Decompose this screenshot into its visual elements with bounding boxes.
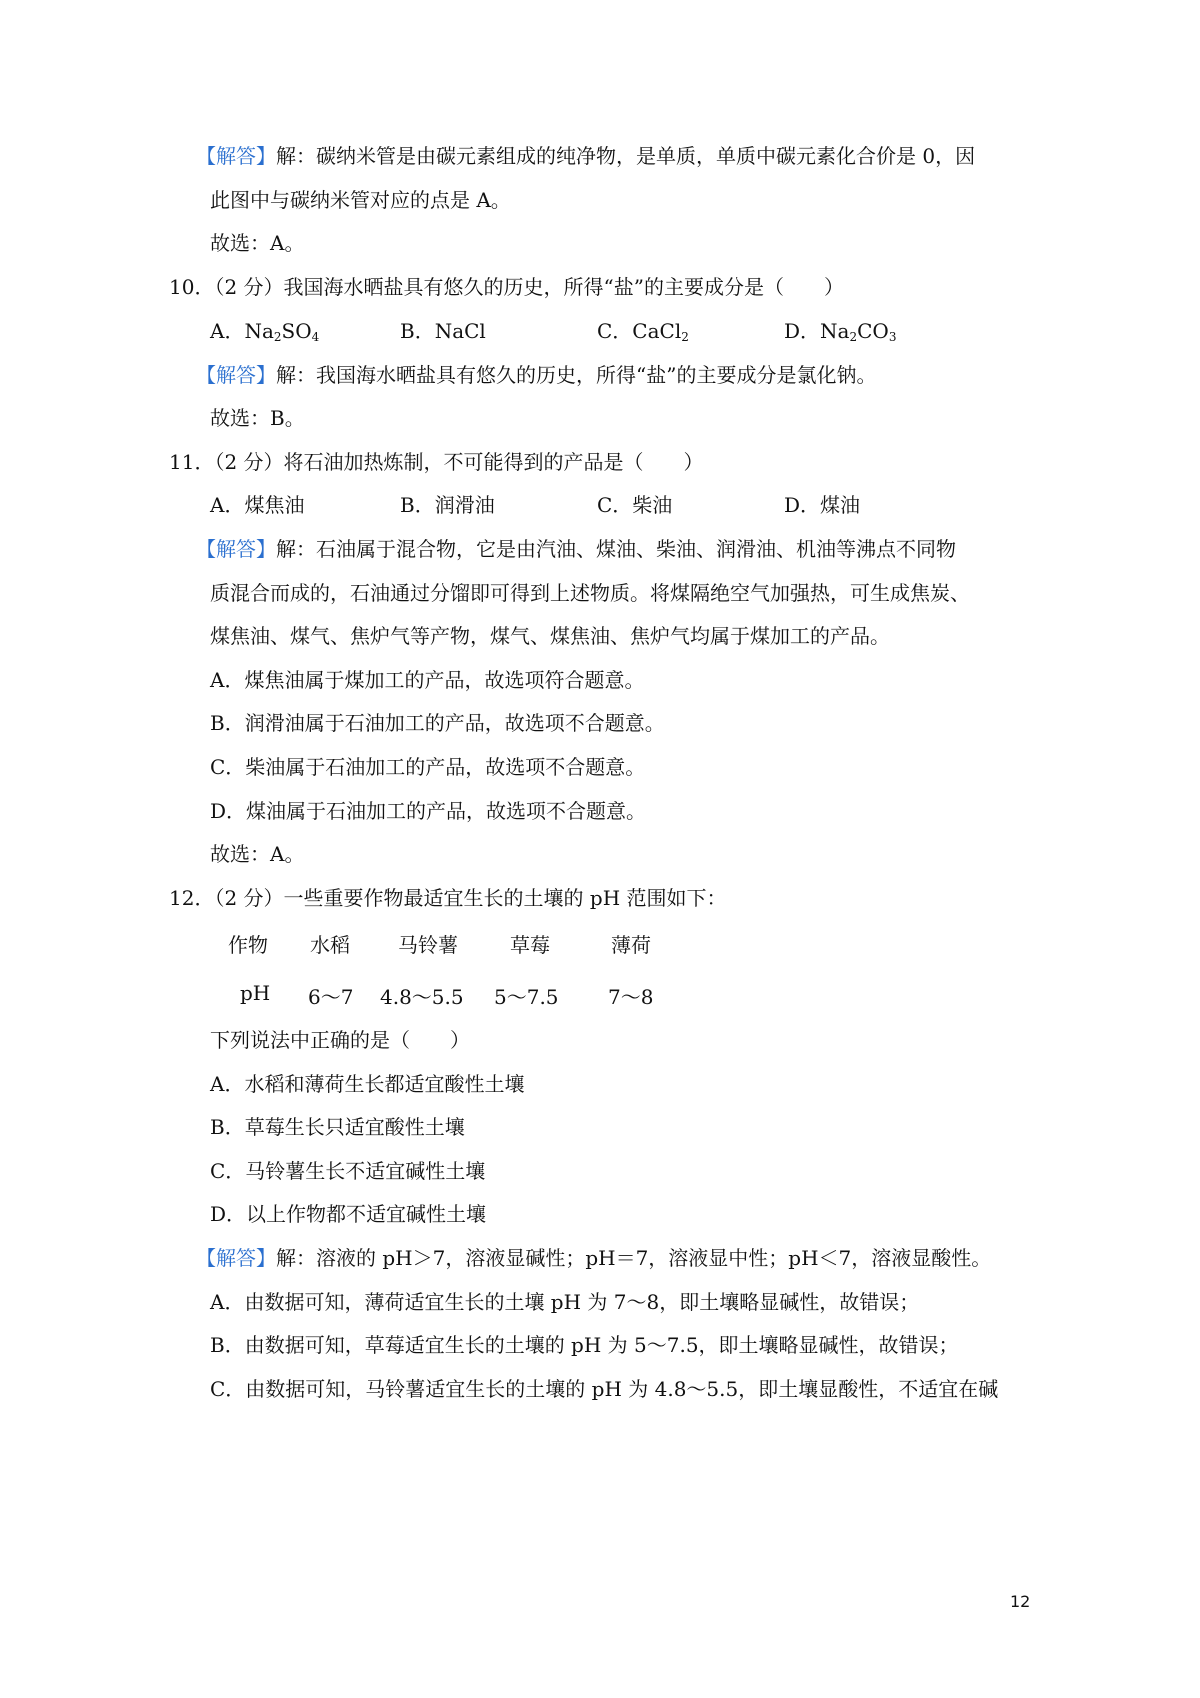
q11-answer-line-3: 煤焦油、煤气、焦炉气等产物，煤气、煤焦油、焦炉气均属于煤加工的产品。	[210, 624, 890, 648]
q9-answer-line-2: 此图中与碳纳米管对应的点是 A。	[210, 188, 511, 212]
q12-answer-line-1	[196, 1245, 991, 1271]
q9-answer-line-1	[196, 143, 975, 169]
table-cell: 作物	[228, 933, 268, 957]
q11-explain-a: A．煤焦油属于煤加工的产品，故选项符合题意。	[210, 668, 645, 692]
q10-stem: 10．（2 分）我国海水晒盐具有悠久的历史，所得“盐”的主要成分是（ ）	[169, 275, 844, 299]
q11-answer-line-1	[196, 536, 956, 562]
answer-tag: 【解答】	[196, 537, 276, 561]
q11-option-b: B．润滑油	[400, 493, 495, 517]
q10-option-c: C．CaCl$_2$	[597, 319, 689, 344]
answer-text: 解：碳纳米管是由碳元素组成的纯净物，是单质，单质中碳元素化合价是 0，因	[276, 144, 976, 168]
q11-stem: 11．（2 分）将石油加热炼制，不可能得到的产品是（ ）	[169, 450, 704, 474]
answer-tag: 【解答】	[196, 1246, 276, 1270]
answer-text: 解：我国海水晒盐具有悠久的历史，所得“盐”的主要成分是氯化钠。	[276, 363, 877, 387]
q11-option-d: D．煤油	[784, 493, 861, 517]
q12-stem: 12．（2 分）一些重要作物最适宜生长的土壤的 pH 范围如下：	[169, 886, 727, 910]
table-cell: 5～7.5	[494, 985, 559, 1009]
q11-explain-c: C．柴油属于石油加工的产品，故选项不合题意。	[210, 755, 646, 779]
q10-choice: 故选：B。	[210, 406, 305, 430]
q10-option-d: D．$Na_2CO_3$	[784, 319, 897, 344]
q12-explain-b: B．由数据可知，草莓适宜生长的土壤的 pH 为 5～7.5，即土壤略显碱性，故错误；	[210, 1333, 959, 1357]
q12-option-c: C．马铃薯生长不适宜碱性土壤	[210, 1159, 486, 1183]
table-cell: 薄荷	[611, 933, 651, 957]
page-number: 12	[1010, 1592, 1031, 1611]
table-cell: 水稻	[310, 933, 350, 957]
table-cell: 4.8～5.5	[380, 985, 464, 1009]
table-cell: 草莓	[510, 933, 550, 957]
q11-option-a: A．煤焦油	[210, 493, 305, 517]
answer-tag: 【解答】	[196, 363, 276, 387]
q11-option-c: C．柴油	[597, 493, 673, 517]
table-cell: 7～8	[608, 985, 654, 1009]
answer-text: 解：石油属于混合物，它是由汽油、煤油、柴油、润滑油、机油等沸点不同物	[276, 537, 956, 561]
q10-option-a: A．$Na_2SO_4$	[210, 319, 320, 344]
table-cell: pH	[240, 981, 271, 1005]
q11-explain-b: B．润滑油属于石油加工的产品，故选项不合题意。	[210, 711, 665, 735]
q11-answer-line-2: 质混合而成的，石油通过分馏即可得到上述物质。将煤隔绝空气加强热，可生成焦炭、	[210, 581, 970, 605]
q12-explain-c: C．由数据可知，马铃薯适宜生长的土壤的 pH 为 4.8～5.5，即土壤显酸性，不适宜在碱	[210, 1377, 999, 1401]
q11-choice: 故选：A。	[210, 842, 305, 866]
q12-option-b: B．草莓生长只适宜酸性土壤	[210, 1115, 465, 1139]
answer-text: 解：溶液的 pH＞7，溶液显碱性；pH＝7，溶液显中性；pH＜7，溶液显酸性。	[276, 1246, 992, 1270]
table-cell: 6～7	[308, 985, 354, 1009]
table-cell: 马铃薯	[398, 933, 458, 957]
answer-tag: 【解答】	[196, 144, 276, 168]
q12-option-a: A．水稻和薄荷生长都适宜酸性土壤	[210, 1072, 525, 1096]
q9-choice: 故选：A。	[210, 231, 305, 255]
q11-explain-d: D．煤油属于石油加工的产品，故选项不合题意。	[210, 799, 647, 823]
q10-option-b: B．NaCl	[400, 319, 486, 343]
q12-explain-a: A．由数据可知，薄荷适宜生长的土壤 pH 为 7～8，即土壤略显碱性，故错误；	[210, 1290, 920, 1314]
q12-option-d: D．以上作物都不适宜碱性土壤	[210, 1202, 487, 1226]
q12-question: 下列说法中正确的是（ ）	[210, 1028, 470, 1052]
q10-answer	[196, 362, 876, 388]
